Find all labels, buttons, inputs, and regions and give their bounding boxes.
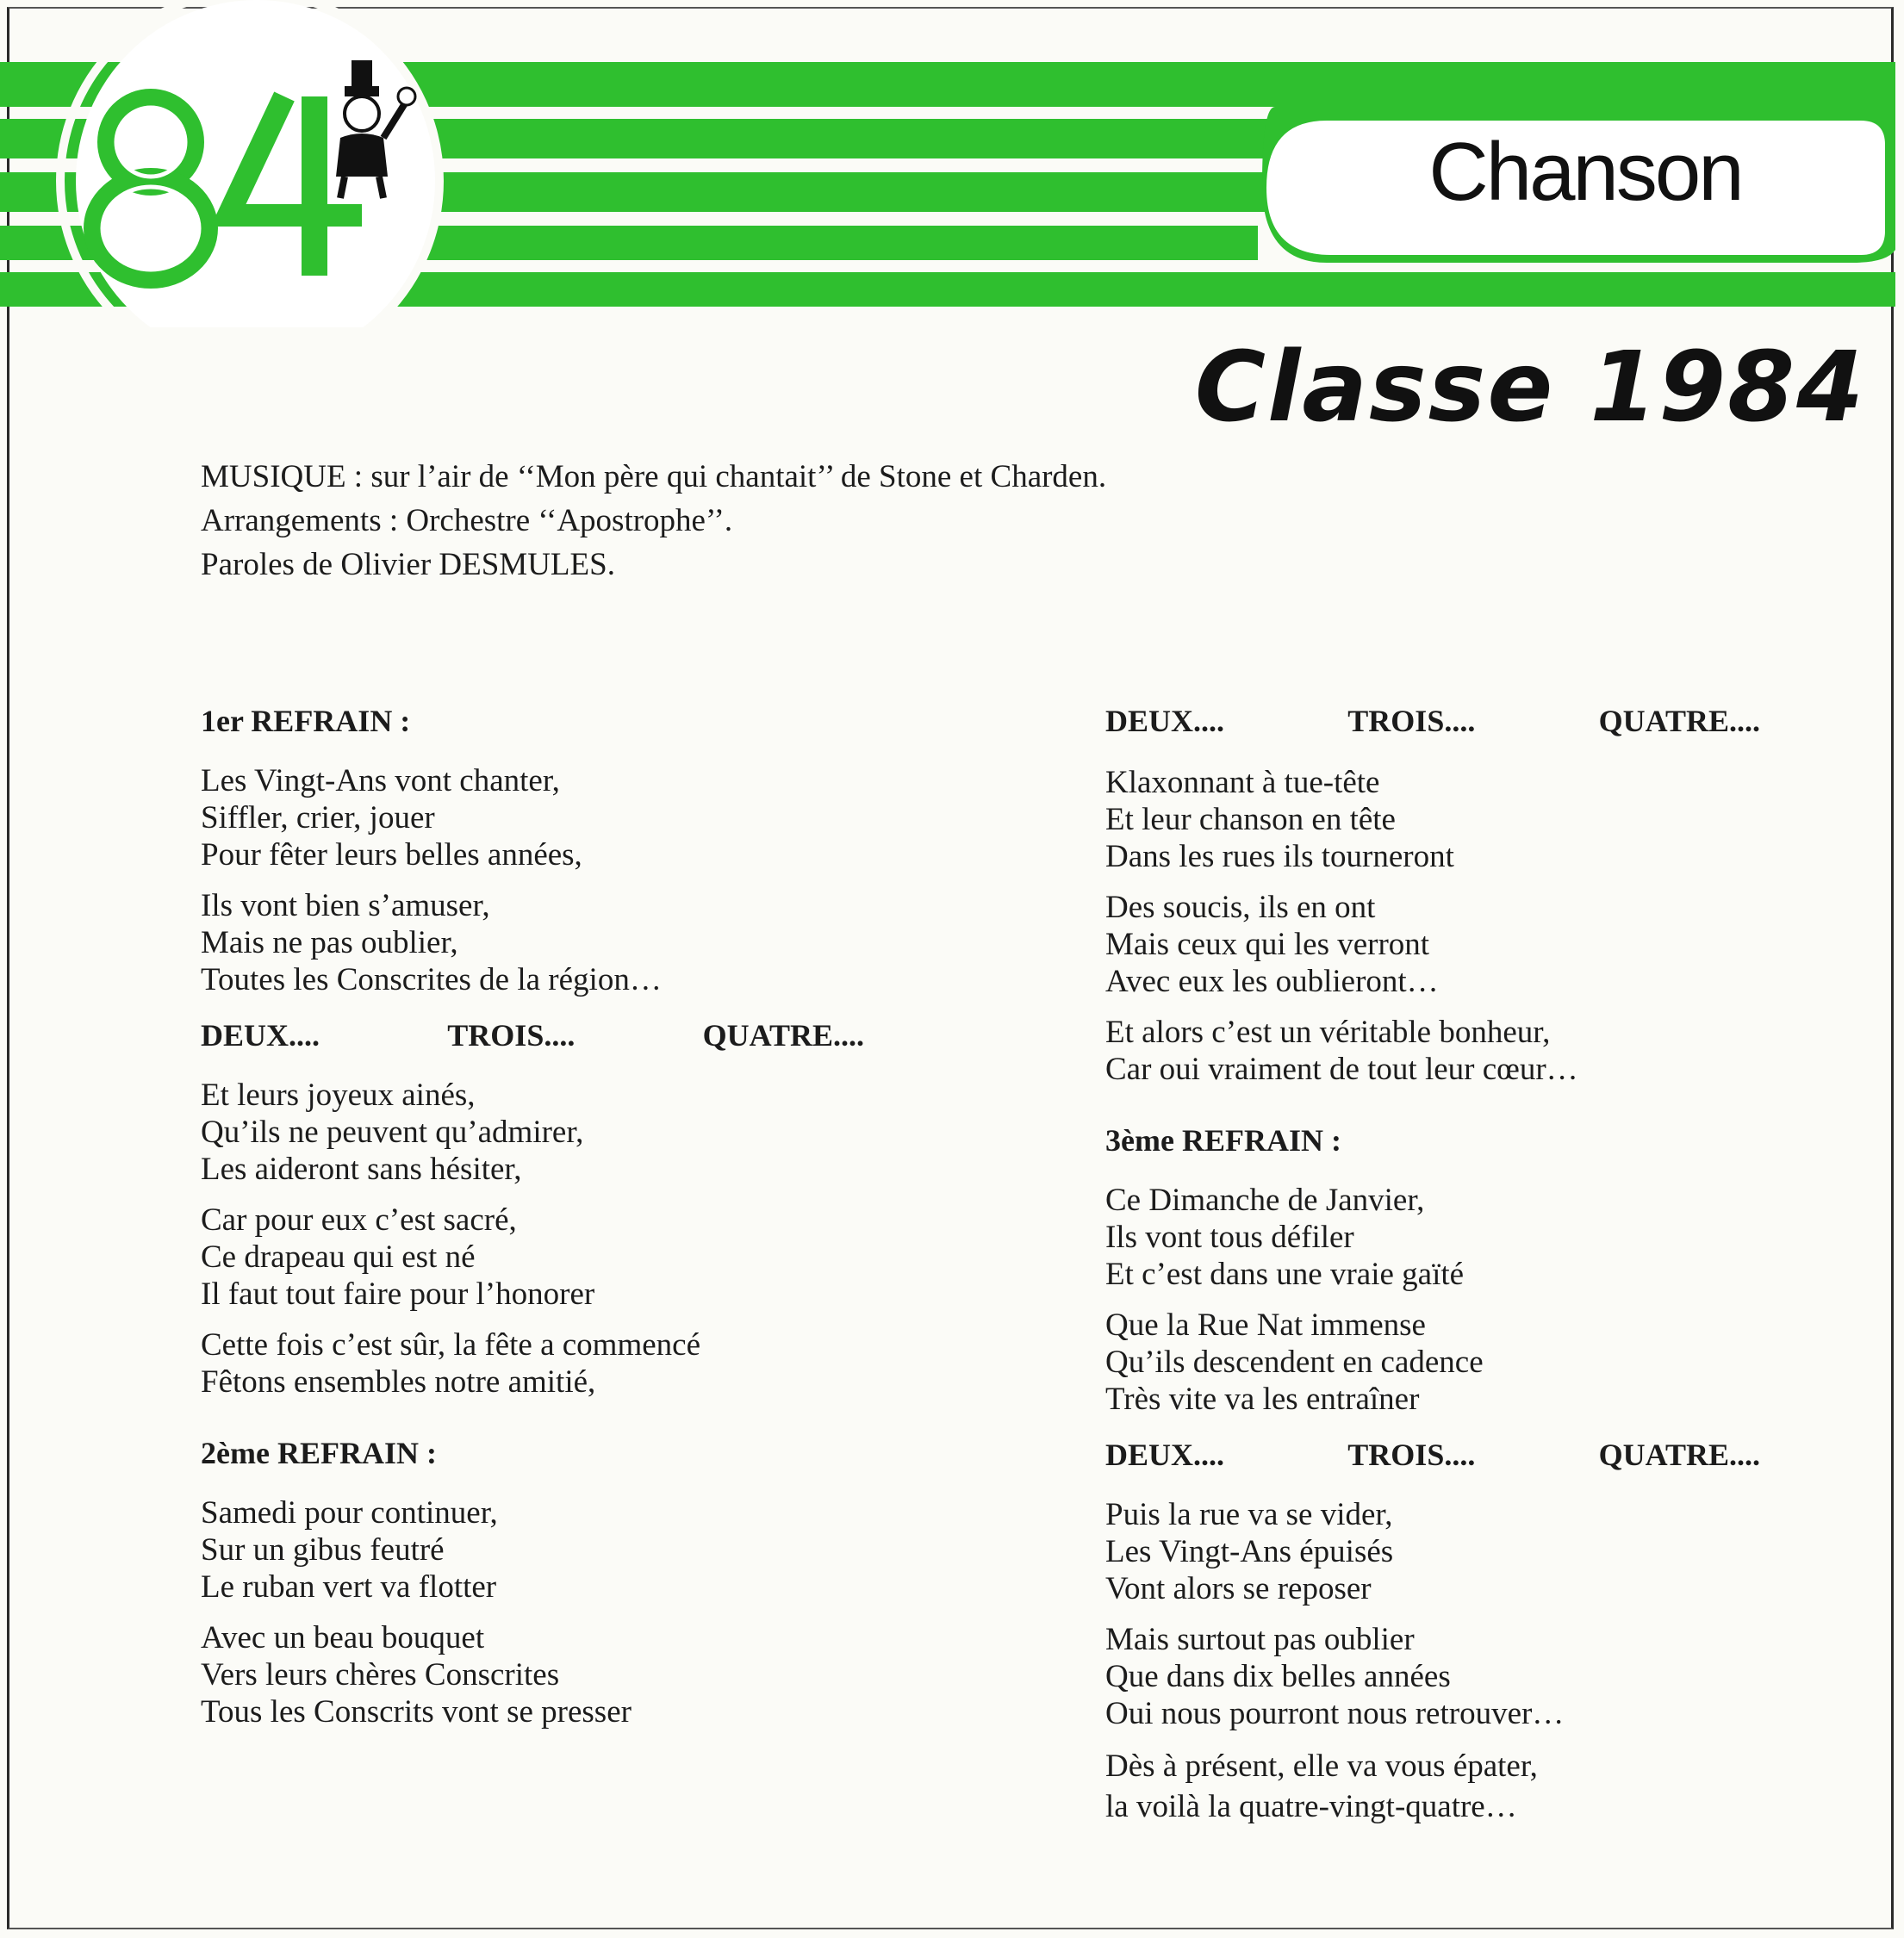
stanza [1105,1621,1760,1732]
count-four: QUATRE.... [702,1018,864,1053]
stanza [201,1326,864,1401]
lyric-line: Le ruban vert va flotter [201,1569,497,1605]
stanza [201,1202,864,1313]
lyric-line: Cette fois c’est sûr, la fête a commencé [201,1327,700,1363]
lyric-line: Puis la rue va se vider, [1105,1497,1393,1532]
lyric-line: Samedi pour continuer, [201,1495,498,1531]
lyric-line: Klaxonnant à tue-tête [1105,765,1380,800]
lyric-line: Car oui vraiment de tout leur cœur… [1105,1052,1578,1087]
left-column [201,703,864,1744]
lyric-line: Mais surtout pas oublier [1105,1622,1415,1657]
lyric-line: Fêtons ensembles notre amitié, [201,1364,596,1400]
lyric-line: Qu’ils descendent en cadence [1105,1345,1484,1380]
stanza [1105,1182,1760,1293]
stanza [1105,1014,1760,1088]
lyric-line: Et leur chanson en tête [1105,802,1396,837]
lyric-line: Que la Rue Nat immense [1105,1308,1426,1343]
credit-lyrics: Paroles de Olivier DESMULES. [201,547,615,582]
lyric-line: Ils vont bien s’amuser, [201,888,490,923]
lyric-line: Car pour eux c’est sacré, [201,1202,517,1238]
lyric-line: Vers leurs chères Conscrites [201,1657,560,1693]
lyric-line: la voilà la quatre-vingt-quatre… [1105,1789,1517,1824]
refrain-3-heading: 3ème REFRAIN : [1105,1123,1341,1158]
credit-music: MUSIQUE : sur l’air de ‘‘Mon père qui chantait’’ de Stone et Charden. [201,459,1107,494]
stanza [201,762,864,873]
right-column [1105,703,1760,1841]
lyric-line: Vont alors se reposer [1105,1571,1372,1606]
lyric-line: Qu’ils ne peuvent qu’admirer, [201,1115,584,1150]
lyric-line: Que dans dix belles années [1105,1659,1451,1694]
stanza [201,887,864,998]
credit-arrangements: Arrangements : Orchestre ‘‘Apostrophe’’. [201,503,733,538]
lyric-line: Et c’est dans une vraie gaïté [1105,1257,1465,1292]
lyric-line: Très vite va les entraîner [1105,1382,1420,1417]
lyric-line: Oui nous pourront nous retrouver… [1105,1696,1565,1731]
refrain-1-heading: 1er REFRAIN : [201,704,411,738]
lyric-line: Siffler, crier, jouer [201,800,435,835]
lyric-line: Ce drapeau qui est né [201,1239,476,1275]
lyric-line: Les Vingt-Ans vont chanter, [201,763,560,798]
lyric-line: Pour fêter leurs belles années, [201,837,582,873]
count-two: DEUX.... [1105,704,1225,738]
count-three: TROIS.... [447,1018,576,1053]
lyric-line: Ce Dimanche de Janvier, [1105,1183,1425,1218]
lyric-line: Dès à présent, elle va vous épater, [1105,1749,1538,1784]
lyric-line: Il faut tout faire pour l’honorer [201,1276,595,1312]
count-four: QUATRE.... [1598,704,1760,738]
lyric-line: Mais ne pas oublier, [201,925,458,960]
count-line [201,1017,864,1054]
count-two: DEUX.... [1105,1438,1225,1472]
refrain-2-heading: 2ème REFRAIN : [201,1436,437,1470]
count-three: TROIS.... [1347,704,1476,738]
lyric-line: Des soucis, ils en ont [1105,890,1376,925]
lyric-line: Avec eux les oublieront… [1105,964,1439,999]
count-four: QUATRE.... [1598,1438,1760,1472]
lyric-line: Et leurs joyeux ainés, [201,1078,476,1113]
lyric-line: Dans les rues ils tourneront [1105,839,1454,874]
stanza [201,1619,864,1730]
stanza [1105,1496,1760,1607]
stanza [1105,889,1760,1000]
lyric-line: Mais ceux qui les verront [1105,927,1430,962]
count-two: DEUX.... [201,1018,320,1053]
credits [201,455,1106,587]
lyric-line: Et alors c’est un véritable bonheur, [1105,1015,1551,1050]
class-title: Classe 1984 [1194,332,1865,444]
stanza [201,1494,864,1606]
stanza [201,1077,864,1188]
count-three: TROIS.... [1347,1438,1476,1472]
stanza [1105,764,1760,875]
lyric-line: Sur un gibus feutré [201,1532,445,1568]
stanza [1105,1307,1760,1418]
lyric-line: Tous les Conscrits vont se presser [201,1694,632,1730]
lyric-line: Ils vont tous défiler [1105,1220,1354,1255]
count-line [1105,703,1760,740]
stanza [1105,1746,1760,1827]
lyric-line: Toutes les Conscrites de la région… [201,962,662,997]
count-line [1105,1437,1760,1474]
lyric-line: Les Vingt-Ans épuisés [1105,1534,1394,1569]
lyric-line: Les aideront sans hésiter, [201,1152,522,1187]
section-title: Chanson [1428,126,1742,218]
lyric-line: Avec un beau bouquet [201,1620,485,1655]
